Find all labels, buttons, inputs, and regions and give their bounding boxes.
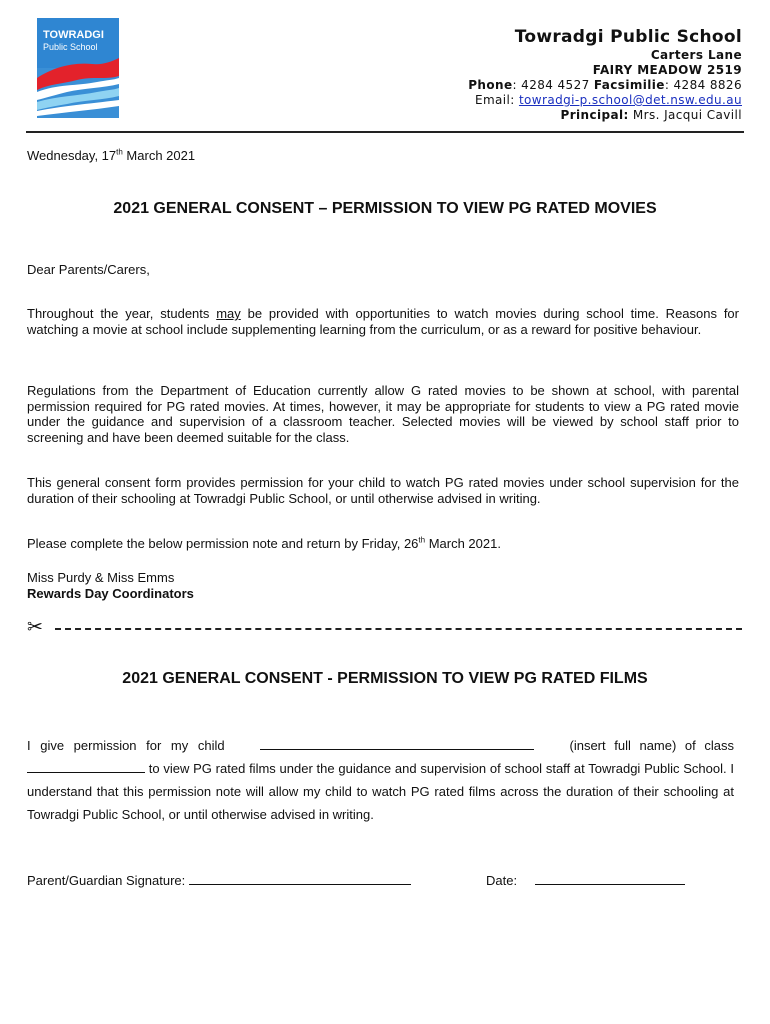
child-name-field[interactable] [260,737,534,750]
phone-label: Phone [468,78,513,92]
signature-field[interactable] [189,872,411,885]
letter-paragraph-2: Regulations from the Department of Education currently allow G rated movies to be shown at school, with parental permission required for PG rated movies. At times, however, it may be appropriate for students to view a PG rated movie under the guidance and supervision of a classroom teacher. Selected movies will be viewed by school staff prior to screening and have been deemed suitable for the class. [27,383,739,445]
cut-line [27,617,742,639]
header-divider [26,131,744,133]
letter-date: Wednesday, 17th March 2021 [27,147,196,163]
consent-text-c: to view PG rated films under the guidance and supervision of school staff at Towradgi Public School. I understand that this permission note will allow my child to watch PG rated films across the duration of their schooling at Towradgi Public School, or until otherwise advised in writing. [27,761,734,822]
principal-name: Mrs. Jacqui Cavill [632,108,742,122]
email-link[interactable]: towradgi-p.school@det.nsw.edu.au [518,93,742,107]
email-label: Email: [474,93,515,107]
date-field[interactable] [535,872,685,885]
signoff-role: Rewards Day Coordinators [27,586,194,601]
scissors-icon: ✂ [27,617,43,638]
phone-number: 4284 4527 [521,78,590,92]
letter-greeting: Dear Parents/Carers, [27,262,150,277]
school-header [468,26,742,123]
class-field[interactable] [27,760,145,773]
signature-label: Parent/Guardian Signature: [27,873,186,888]
principal-line [468,108,742,123]
letter-paragraph-3: This general consent form provides permission for your child to watch PG rated movies under school supervision for the duration of their schooling at Towradgi Public School, or until otherwise advised in writing. [27,475,739,506]
letter-paragraph-1: Throughout the year, students may be provided with opportunities to watch movies during school time. Reasons for watching a movie at school include supplementing learning from the curriculum, or as a reward for positive behaviour. [27,306,739,337]
signature-row [27,872,411,888]
logo-text-2: Public School [43,42,98,52]
dashed-divider [55,628,742,630]
form-title: 2021 GENERAL CONSENT - PERMISSION TO VIEW PG RATED FILMS [122,670,648,687]
email-line [468,93,742,108]
signoff-names: Miss Purdy & Miss Emms [27,570,175,585]
consent-text-a: I give permission for my child [27,738,225,753]
fax-number: 4284 8826 [673,78,742,92]
school-logo [37,18,119,118]
consent-form-text [27,734,734,826]
street-address: Carters Lane [650,48,742,62]
fax-label: Facsimilie [593,78,665,92]
school-name: Towradgi Public School [514,27,742,47]
phone-fax-line: Phone: 4284 4527 Facsimilie: 4284 8826 [468,78,742,92]
letter-title: 2021 GENERAL CONSENT – PERMISSION TO VIEW PG RATED MOVIES [113,200,657,217]
date-label: Date: [486,873,518,888]
logo-text-1: TOWRADGI [43,29,104,41]
letter-paragraph-4: Please complete the below permission note and return by Friday, 26th March 2021. [27,535,501,551]
consent-text-b: (insert full name) of class [569,738,734,753]
suburb-address: FAIRY MEADOW 2519 [592,63,742,77]
date-row [486,872,685,888]
principal-label: Principal: [560,108,629,122]
